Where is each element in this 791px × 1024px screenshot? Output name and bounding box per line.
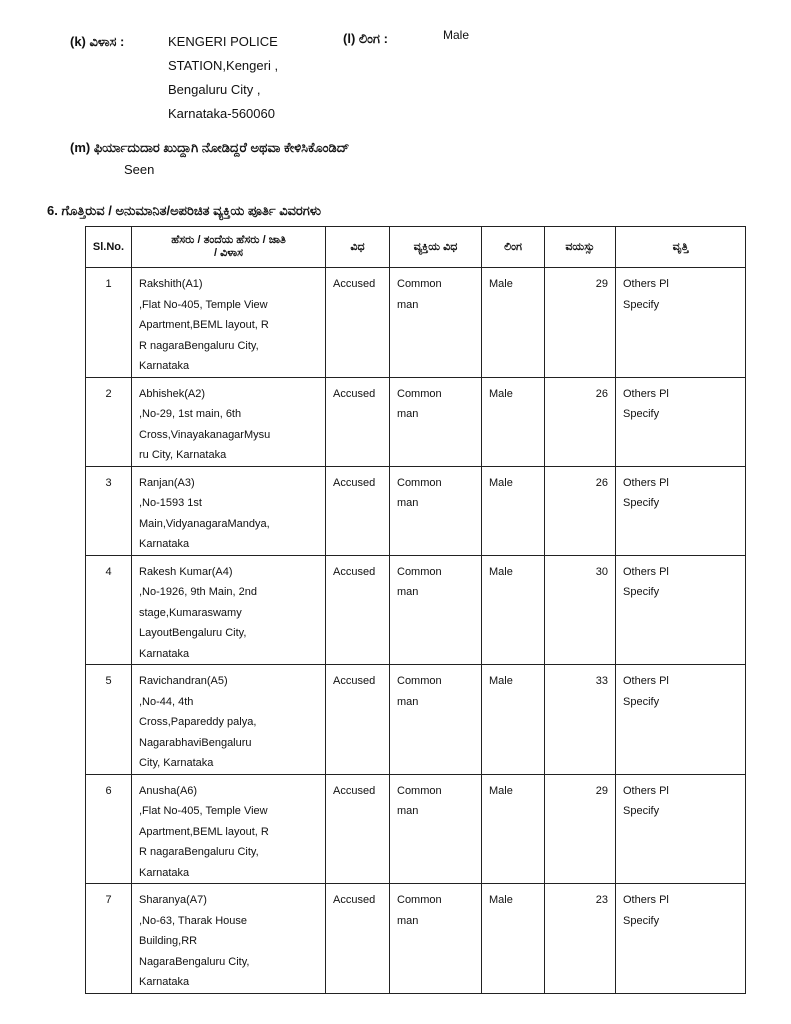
header-name-address xyxy=(132,227,326,268)
occupation-line: Others Pl xyxy=(623,565,669,578)
occupation-line: Others Pl xyxy=(623,675,669,687)
person-type-line: man xyxy=(397,298,419,311)
gender-value: Male xyxy=(443,28,470,42)
person-type-line: Common xyxy=(397,476,442,489)
name-line: LayoutBengaluru City, xyxy=(139,627,247,639)
name-line: Karnataka xyxy=(139,647,190,660)
name-line: City, Karnataka xyxy=(139,757,214,769)
person-type-line: man xyxy=(397,695,419,708)
cell-person-type xyxy=(390,555,482,665)
cell-occupation xyxy=(616,377,746,466)
occupation-line: Specify xyxy=(623,497,660,509)
cell-age: 26 xyxy=(545,466,616,555)
occupation-line: Specify xyxy=(623,914,660,927)
name-line: Rakshith(A1) xyxy=(139,278,203,290)
cell-person-type xyxy=(390,774,482,884)
cell-age: 29 xyxy=(545,774,616,884)
person-type-line: Common xyxy=(397,675,442,687)
name-line: Ranjan(A3) xyxy=(139,476,195,489)
name-line: stage,Kumaraswamy xyxy=(139,606,242,619)
address-label: (k) ವಿಳಾಸ : xyxy=(70,34,125,49)
cell-sl-no: 2 xyxy=(86,377,132,466)
header-occupation: ವೃತ್ತಿ xyxy=(616,227,746,268)
table-row xyxy=(86,377,746,466)
cell-occupation xyxy=(616,774,746,884)
occupation-line: Others Pl xyxy=(623,894,669,906)
name-line: ,No-1593 1st xyxy=(139,497,202,509)
cell-gender: Male xyxy=(482,466,545,555)
person-type-line: Common xyxy=(397,278,442,290)
table-row xyxy=(86,665,746,775)
name-line: ,No-1926, 9th Main, 2nd xyxy=(139,586,258,598)
cell-age: 29 xyxy=(545,268,616,378)
section-6-title: 6. ಗೊತ್ತಿರುವ / ಅನುಮಾನಿತ/ಅಪರಿಚಿತ ವ್ಯಕ್ತಿಯ ಪೂರ್ತಿ ವಿವರಗಳು xyxy=(47,203,322,218)
header-age: ವಯಸ್ಸು xyxy=(545,227,616,268)
witness-label: (m) ಫಿರ್ಯಾದುದಾರ ಖುದ್ದಾಗಿ ನೋಡಿದ್ದರೆ ಅಥವಾ ಕೇಳಿಸಿಕೊಂಡಿದ್ xyxy=(70,140,350,155)
occupation-line: Specify xyxy=(623,805,660,817)
gender-label: (l) ಲಿಂಗ : xyxy=(343,31,388,46)
cell-name-address xyxy=(132,774,326,884)
cell-gender: Male xyxy=(482,884,545,994)
cell-gender: Male xyxy=(482,377,545,466)
table-row xyxy=(86,884,746,994)
cell-type: Accused xyxy=(326,774,390,884)
address-value xyxy=(168,30,278,126)
name-line: NagaraBengaluru City, xyxy=(139,955,250,968)
name-line: Anusha(A6) xyxy=(139,784,198,797)
name-line: ,Flat No-405, Temple View xyxy=(139,805,268,817)
name-line: Main,VidyanagaraMandya, xyxy=(139,517,270,530)
cell-name-address xyxy=(132,466,326,555)
cell-age: 33 xyxy=(545,665,616,775)
cell-occupation xyxy=(616,555,746,665)
name-line: R nagaraBengaluru City, xyxy=(139,339,259,352)
cell-gender: Male xyxy=(482,268,545,378)
cell-occupation xyxy=(616,665,746,775)
table-row xyxy=(86,555,746,665)
cell-age: 26 xyxy=(545,377,616,466)
person-type-line: Common xyxy=(397,387,442,400)
cell-person-type xyxy=(390,466,482,555)
witness-value: Seen xyxy=(124,162,155,177)
table-header-row xyxy=(86,227,746,268)
persons-table xyxy=(85,226,746,994)
header-gender: ಲಿಂಗ xyxy=(482,227,545,268)
cell-gender: Male xyxy=(482,665,545,775)
cell-type: Accused xyxy=(326,884,390,994)
header-person-type: ವ್ಯಕ್ತಿಯ ವಿಧ xyxy=(390,227,482,268)
name-line: Rakesh Kumar(A4) xyxy=(139,565,233,578)
person-type-line: Common xyxy=(397,784,442,797)
cell-sl-no: 5 xyxy=(86,665,132,775)
header-name-line1: ಹೆಸರು / ತಂದೆಯ ಹೆಸರು / ಜಾತಿ xyxy=(171,234,286,246)
name-line: Karnataka xyxy=(139,976,190,988)
name-line: Karnataka xyxy=(139,538,190,550)
name-line: Cross,Papareddy palya, xyxy=(139,716,257,728)
person-type-line: man xyxy=(397,914,419,927)
cell-gender: Male xyxy=(482,774,545,884)
occupation-line: Others Pl xyxy=(623,387,669,400)
person-type-line: Common xyxy=(397,894,442,906)
address-line: Bengaluru City , xyxy=(168,82,261,97)
cell-sl-no: 4 xyxy=(86,555,132,665)
cell-age: 30 xyxy=(545,555,616,665)
cell-person-type xyxy=(390,665,482,775)
cell-type: Accused xyxy=(326,377,390,466)
cell-sl-no: 1 xyxy=(86,268,132,378)
header-sl-no: Sl.No. xyxy=(86,227,132,268)
occupation-line: Specify xyxy=(623,298,660,311)
cell-age: 23 xyxy=(545,884,616,994)
cell-occupation xyxy=(616,466,746,555)
address-line: KENGERI POLICE xyxy=(168,34,278,49)
cell-name-address xyxy=(132,665,326,775)
cell-name-address xyxy=(132,884,326,994)
cell-person-type xyxy=(390,884,482,994)
name-line: ,No-44, 4th xyxy=(139,695,194,708)
name-line: Apartment,BEML layout, R xyxy=(139,825,269,838)
table-row xyxy=(86,268,746,378)
cell-type: Accused xyxy=(326,665,390,775)
cell-sl-no: 7 xyxy=(86,884,132,994)
occupation-line: Others Pl xyxy=(623,476,669,489)
header-name-line2: / ವಿಳಾಸ xyxy=(214,247,243,259)
person-type-line: Common xyxy=(397,565,442,578)
person-type-line: man xyxy=(397,805,419,817)
name-line: Karnataka xyxy=(139,866,190,879)
person-type-line: man xyxy=(397,497,419,509)
cell-person-type xyxy=(390,377,482,466)
cell-type: Accused xyxy=(326,466,390,555)
name-line: Building,RR xyxy=(139,935,198,947)
header-type: ವಿಧ xyxy=(326,227,390,268)
name-line: Sharanya(A7) xyxy=(139,894,207,906)
cell-type: Accused xyxy=(326,555,390,665)
cell-name-address xyxy=(132,377,326,466)
cell-type: Accused xyxy=(326,268,390,378)
person-type-line: man xyxy=(397,408,419,420)
table-row xyxy=(86,466,746,555)
occupation-line: Specify xyxy=(623,586,660,598)
cell-occupation xyxy=(616,268,746,378)
occupation-line: Specify xyxy=(623,408,660,420)
name-line: ru City, Karnataka xyxy=(139,449,227,461)
occupation-line: Specify xyxy=(623,695,660,708)
person-type-line: man xyxy=(397,586,419,598)
cell-name-address xyxy=(132,268,326,378)
cell-sl-no: 6 xyxy=(86,774,132,884)
name-line: ,Flat No-405, Temple View xyxy=(139,298,268,311)
occupation-line: Others Pl xyxy=(623,278,669,290)
cell-person-type xyxy=(390,268,482,378)
name-line: Apartment,BEML layout, R xyxy=(139,319,269,331)
address-line: Karnataka-560060 xyxy=(168,106,275,121)
name-line: R nagaraBengaluru City, xyxy=(139,846,259,858)
cell-name-address xyxy=(132,555,326,665)
cell-occupation xyxy=(616,884,746,994)
name-line: ,No-29, 1st main, 6th xyxy=(139,408,242,420)
cell-gender: Male xyxy=(482,555,545,665)
name-line: Karnataka xyxy=(139,360,190,372)
name-line: ,No-63, Tharak House xyxy=(139,914,248,927)
name-line: Cross,VinayakanagarMysu xyxy=(139,428,271,441)
table-row xyxy=(86,774,746,884)
name-line: Abhishek(A2) xyxy=(139,387,206,400)
cell-sl-no: 3 xyxy=(86,466,132,555)
name-line: Ravichandran(A5) xyxy=(139,675,228,687)
name-line: NagarabhaviBengaluru xyxy=(139,736,252,749)
occupation-line: Others Pl xyxy=(623,784,669,797)
address-line: STATION,Kengeri , xyxy=(168,58,279,73)
